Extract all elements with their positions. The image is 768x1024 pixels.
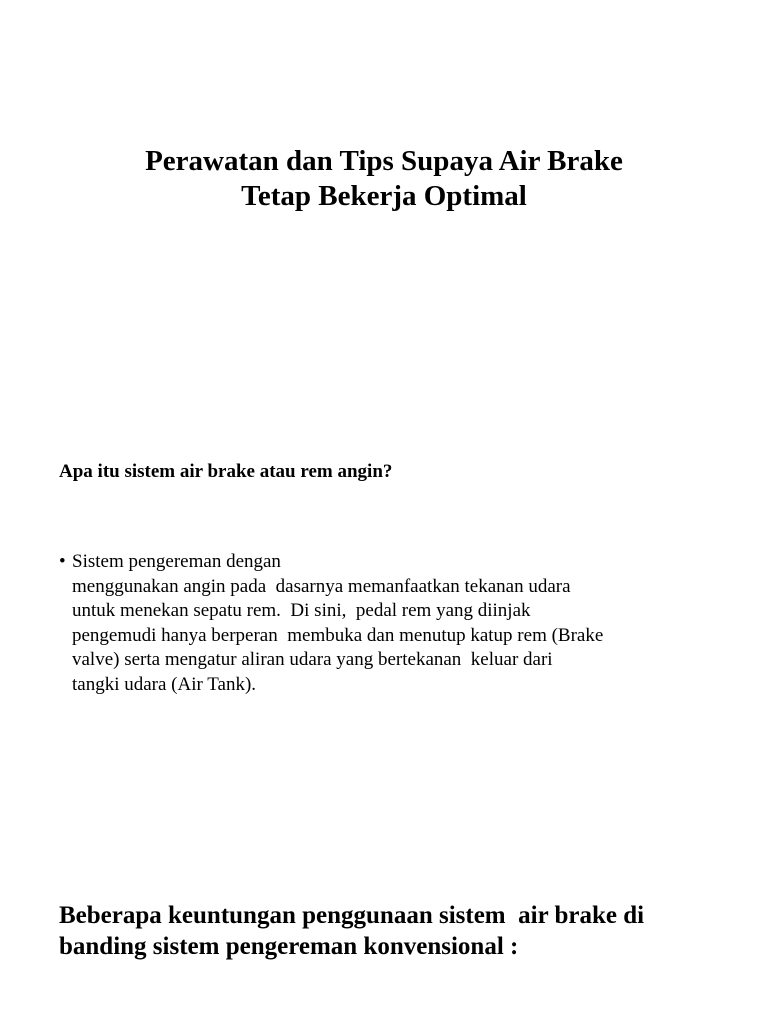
title-line-2: Tetap Bekerja Optimal xyxy=(241,180,527,212)
title-line-1: Perawatan dan Tips Supaya Air Brake xyxy=(145,145,623,177)
advantages-line-2: banding sistem pengereman konvensional : xyxy=(59,933,519,960)
bullet-line: tangki udara (Air Tank). xyxy=(72,673,257,695)
page-title xyxy=(0,144,768,214)
section-question: Apa itu sistem air brake atau rem angin? xyxy=(59,461,393,482)
bullet-dot-icon: • xyxy=(59,551,66,572)
bullet-line: pengemudi hanya berperan membuka dan menutup katup rem (Brake xyxy=(72,624,604,646)
bullet-line: valve) serta mengatur aliran udara yang bertekanan keluar dari xyxy=(72,649,553,670)
advantages-heading xyxy=(59,900,644,962)
bullet-line: menggunakan angin pada dasarnya memanfaatkan tekanan udara xyxy=(72,575,571,597)
bullet-line: untuk menekan sepatu rem. Di sini, pedal rem yang diinjak xyxy=(72,600,531,621)
bullet-text xyxy=(72,550,603,697)
bullet-line: Sistem pengereman dengan xyxy=(72,551,281,572)
advantages-line-1: Beberapa keuntungan penggunaan sistem air brake di xyxy=(59,902,645,929)
